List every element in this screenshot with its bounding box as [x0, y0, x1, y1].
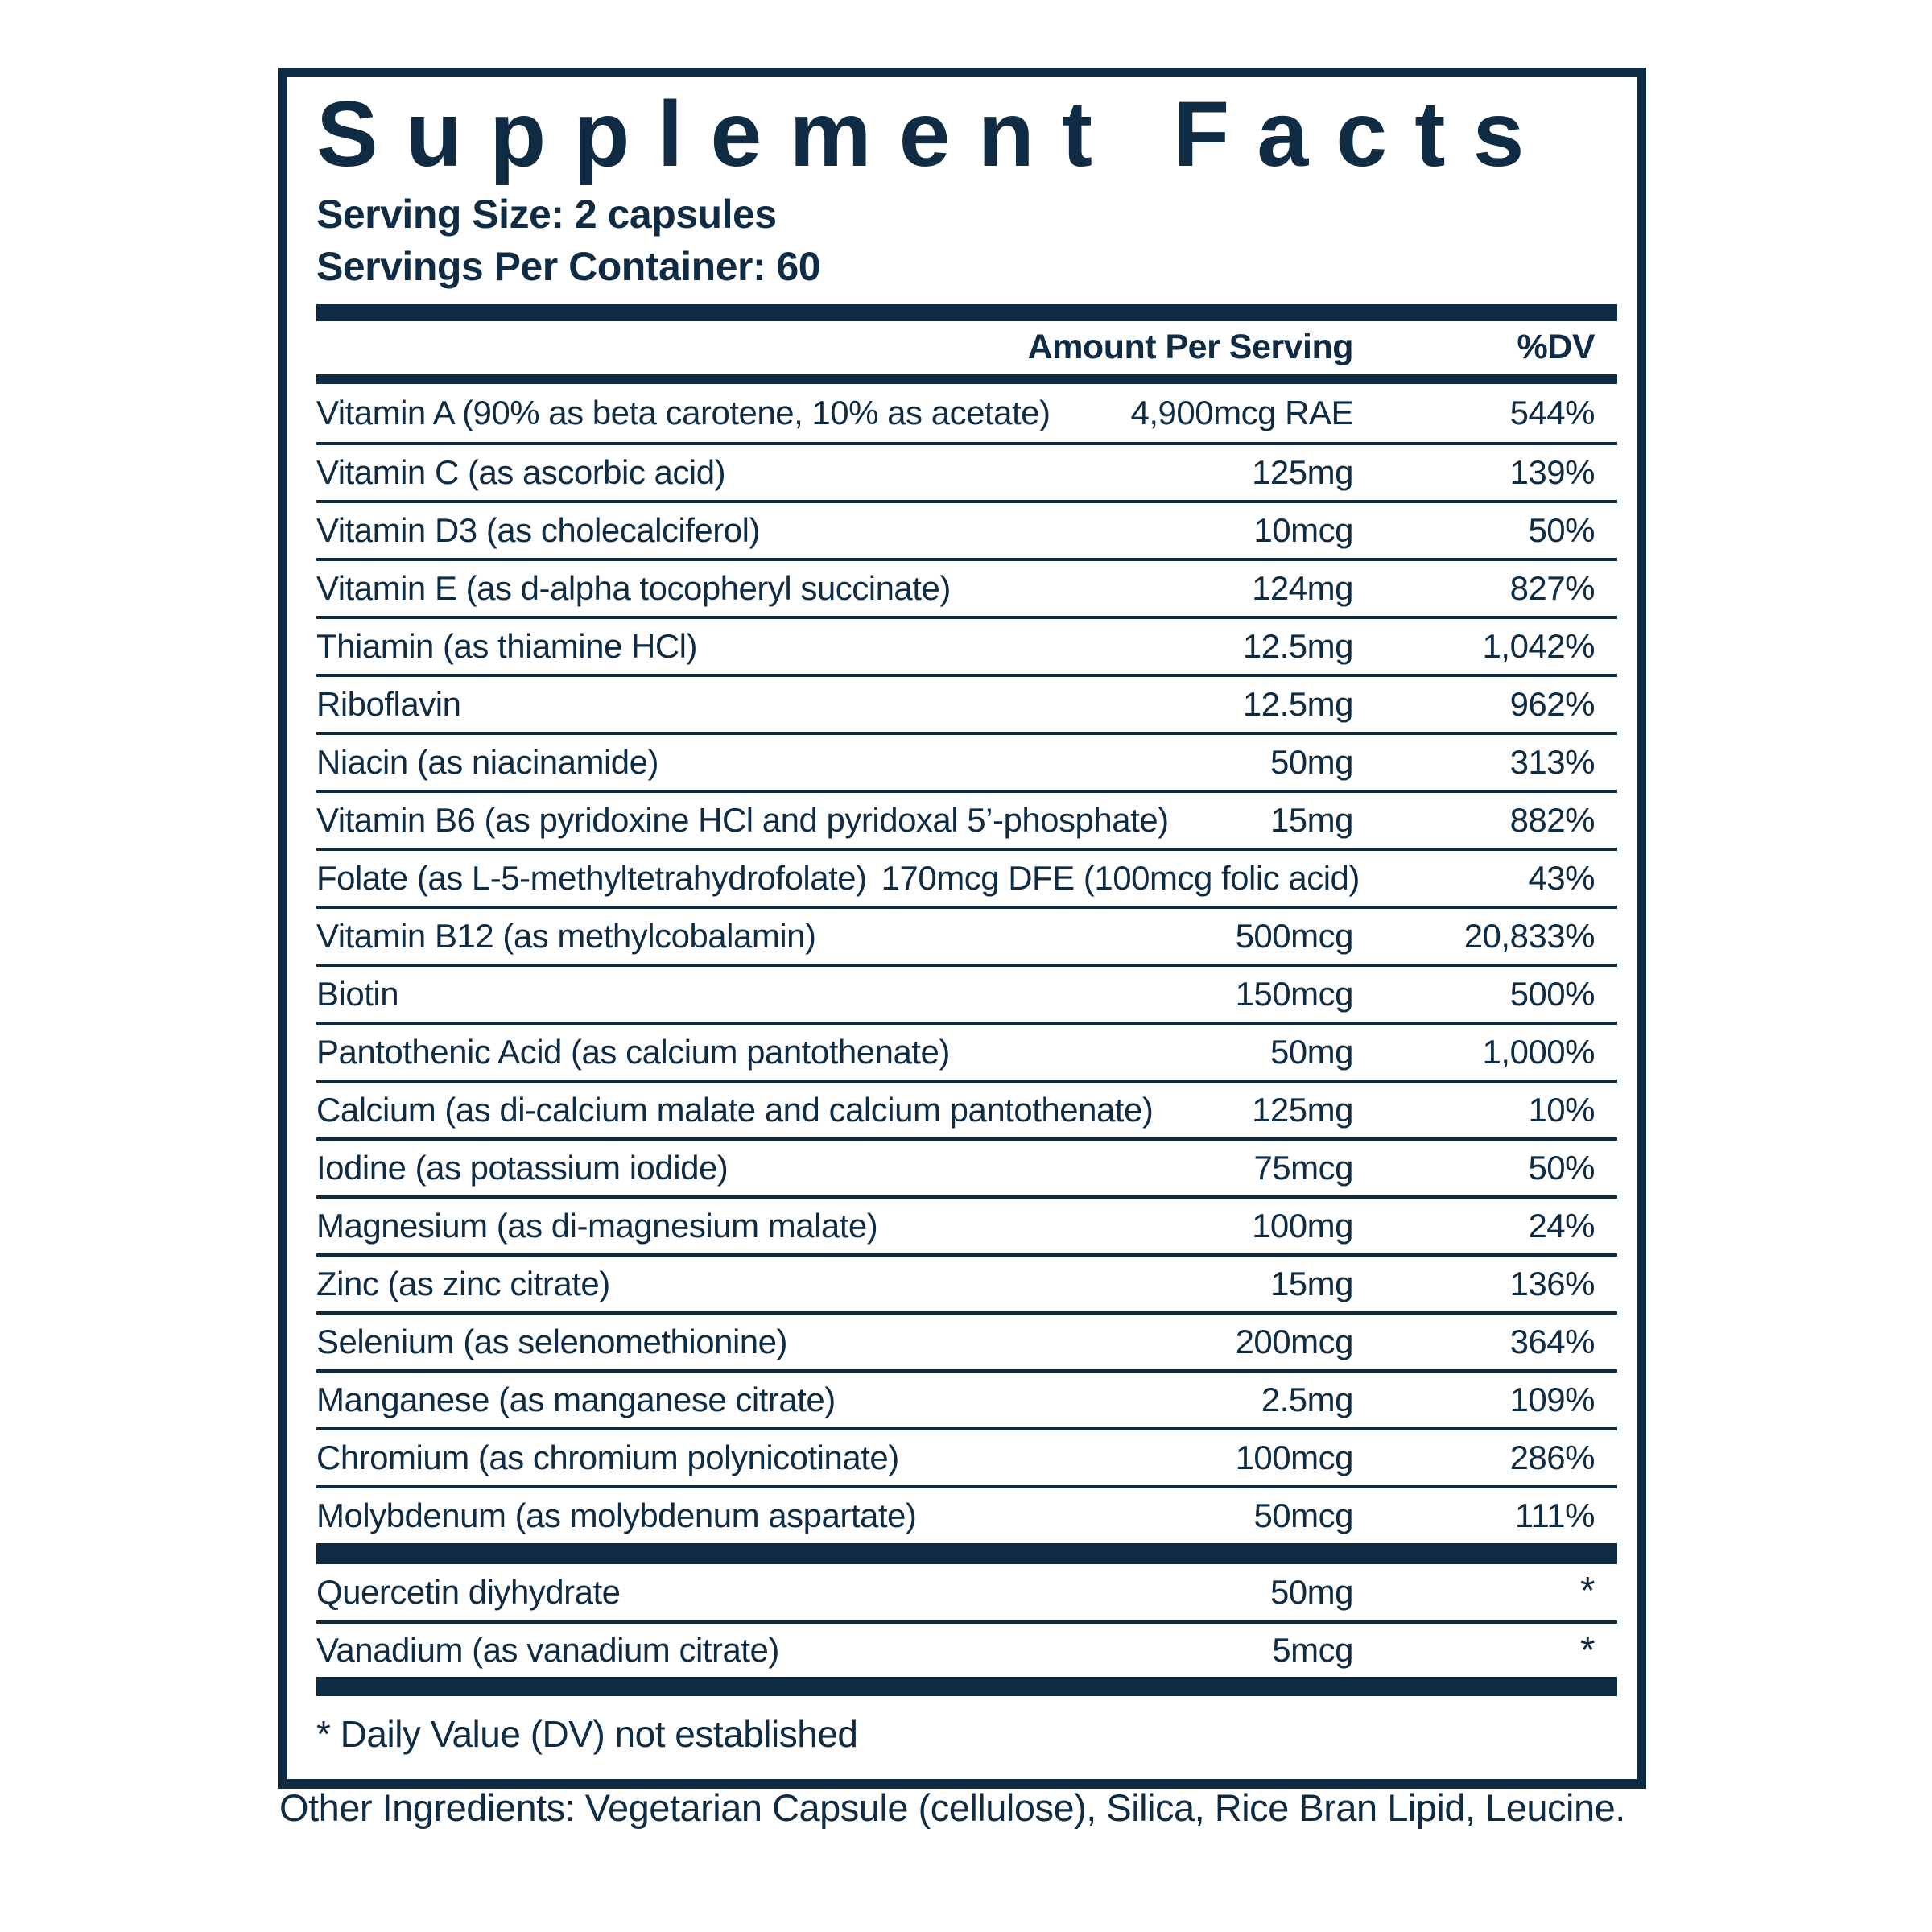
- amount-per-serving-header: Amount Per Serving: [1027, 328, 1353, 367]
- supplement-facts-panel: [278, 68, 1646, 1789]
- thick-divider-top: [316, 304, 1617, 321]
- ingredient-name: Pantothenic Acid (as calcium pantothenate): [316, 1032, 950, 1071]
- ingredient-amount: 200mcg: [1235, 1322, 1353, 1360]
- ingredient-name: Molybdenum (as molybdenum aspartate): [316, 1496, 917, 1534]
- ingredient-dv: 827%: [1509, 568, 1595, 607]
- ingredient-amount: 50mcg: [1253, 1496, 1353, 1534]
- ingredient-amount: 2.5mg: [1261, 1380, 1353, 1418]
- ingredient-amount: 12.5mg: [1242, 684, 1353, 723]
- ingredient-amount: 15mg: [1269, 800, 1353, 839]
- table-row: [316, 1369, 1617, 1427]
- ingredient-name: Zinc (as zinc citrate): [316, 1264, 610, 1302]
- ingredient-dv: 43%: [1528, 858, 1595, 897]
- dv-footnote: * Daily Value (DV) not established: [316, 1712, 858, 1755]
- table-row: [316, 558, 1617, 616]
- table-row: [316, 790, 1617, 848]
- ingredient-dv: *: [1579, 1569, 1595, 1612]
- ingredient-dv: *: [1579, 1629, 1595, 1672]
- ingredient-rows-main: [316, 384, 1617, 1543]
- ingredient-amount: 124mg: [1252, 568, 1353, 607]
- ingredient-name: Chromium (as chromium polynicotinate): [316, 1438, 899, 1476]
- ingredient-amount: 170mcg DFE (100mcg folic acid): [881, 858, 1360, 897]
- table-row: [316, 1564, 1617, 1620]
- ingredient-amount: 500mcg: [1235, 916, 1353, 955]
- ingredient-dv: 364%: [1509, 1322, 1595, 1360]
- ingredient-amount: 50mg: [1269, 1572, 1353, 1611]
- table-row: [316, 616, 1617, 674]
- ingredient-dv: 1,000%: [1482, 1032, 1595, 1071]
- table-row: [316, 1080, 1617, 1137]
- table-row: [316, 964, 1617, 1022]
- ingredient-name: Vitamin D3 (as cholecalciferol): [316, 510, 760, 549]
- ingredient-amount: 10mcg: [1253, 510, 1353, 549]
- ingredient-dv: 24%: [1528, 1206, 1595, 1245]
- ingredient-name: Manganese (as manganese citrate): [316, 1380, 836, 1418]
- ingredient-name: Riboflavin: [316, 684, 461, 723]
- table-row: [316, 500, 1617, 558]
- ingredient-amount: 12.5mg: [1242, 626, 1353, 665]
- ingredient-rows-other: [316, 1564, 1617, 1677]
- table-row: [316, 1485, 1617, 1543]
- ingredient-amount: 100mg: [1252, 1206, 1353, 1245]
- ingredient-name: Thiamin (as thiamine HCl): [316, 626, 697, 665]
- ingredient-amount: 50mg: [1269, 1032, 1353, 1071]
- ingredient-amount: 15mg: [1269, 1264, 1353, 1302]
- table-row: [316, 1253, 1617, 1311]
- table-row: [316, 848, 1617, 906]
- ingredient-name: Quercetin diyhydrate: [316, 1572, 621, 1611]
- ingredient-dv: 962%: [1509, 684, 1595, 723]
- table-row: [316, 442, 1617, 500]
- ingredient-name: Vitamin E (as d-alpha tocopheryl succinate): [316, 568, 951, 607]
- ingredient-name: Calcium (as di-calcium malate and calcium pantothenate): [316, 1090, 1154, 1129]
- ingredient-dv: 313%: [1509, 742, 1595, 781]
- ingredient-dv: 109%: [1509, 1380, 1595, 1418]
- table-row: [316, 1311, 1617, 1369]
- ingredient-dv: 139%: [1509, 452, 1595, 491]
- table-row: [316, 674, 1617, 732]
- other-ingredients: Other Ingredients: Vegetarian Capsule (cellulose), Silica, Rice Bran Lipid, Leucine.: [279, 1786, 1625, 1829]
- table-row: [316, 1022, 1617, 1080]
- ingredient-name: Folate (as L-5-methyltetrahydrofolate): [316, 858, 867, 897]
- ingredient-name: Vitamin B12 (as methylcobalamin): [316, 916, 816, 955]
- percent-dv-header: %DV: [1517, 328, 1595, 367]
- ingredient-name: Biotin: [316, 974, 399, 1013]
- header-underline-divider: [316, 374, 1617, 384]
- ingredient-name: Selenium (as selenomethionine): [316, 1322, 787, 1360]
- ingredient-name: Vitamin C (as ascorbic acid): [316, 452, 726, 491]
- ingredient-amount: 5mcg: [1272, 1630, 1353, 1669]
- section-divider: [316, 1543, 1617, 1564]
- table-row: [316, 1620, 1617, 1677]
- servings-per-container: Servings Per Container: 60: [316, 243, 821, 289]
- ingredient-dv: 10%: [1528, 1090, 1595, 1129]
- table-row: [316, 1137, 1617, 1195]
- serving-size: Serving Size: 2 capsules: [316, 191, 777, 237]
- panel-title: Supplement Facts: [316, 83, 1552, 186]
- serving-info: [316, 188, 1617, 293]
- ingredient-amount: 150mcg: [1235, 974, 1353, 1013]
- ingredient-amount: 125mg: [1252, 452, 1353, 491]
- table-row: [316, 906, 1617, 964]
- ingredient-amount: 4,900mcg RAE: [1130, 393, 1353, 431]
- ingredient-dv: 20,833%: [1463, 916, 1595, 955]
- ingredient-dv: 50%: [1528, 510, 1595, 549]
- ingredient-dv: 111%: [1514, 1496, 1595, 1534]
- ingredient-dv: 544%: [1509, 393, 1595, 431]
- ingredient-dv: 136%: [1509, 1264, 1595, 1302]
- table-row: [316, 732, 1617, 790]
- ingredient-dv: 882%: [1509, 800, 1595, 839]
- ingredient-dv: 1,042%: [1482, 626, 1595, 665]
- ingredient-amount: 125mg: [1252, 1090, 1353, 1129]
- ingredient-name: Vitamin B6 (as pyridoxine HCl and pyridoxal 5’-phosphate): [316, 800, 1169, 839]
- ingredient-amount: 50mg: [1269, 742, 1353, 781]
- ingredient-name: Iodine (as potassium iodide): [316, 1148, 729, 1187]
- table-row: [316, 1427, 1617, 1485]
- column-headers: [316, 321, 1617, 374]
- ingredient-dv: 286%: [1509, 1438, 1595, 1476]
- ingredient-name: Vanadium (as vanadium citrate): [316, 1630, 779, 1669]
- ingredient-name: Magnesium (as di-magnesium malate): [316, 1206, 878, 1245]
- table-row: [316, 384, 1617, 442]
- ingredient-amount: 75mcg: [1253, 1148, 1353, 1187]
- ingredient-name: Niacin (as niacinamide): [316, 742, 659, 781]
- ingredient-name: Vitamin A (90% as beta carotene, 10% as acetate): [316, 393, 1051, 431]
- table-row: [316, 1195, 1617, 1253]
- ingredient-amount: 100mcg: [1235, 1438, 1353, 1476]
- ingredient-dv: 50%: [1528, 1148, 1595, 1187]
- footnote-divider: [316, 1677, 1617, 1696]
- ingredient-dv: 500%: [1509, 974, 1595, 1013]
